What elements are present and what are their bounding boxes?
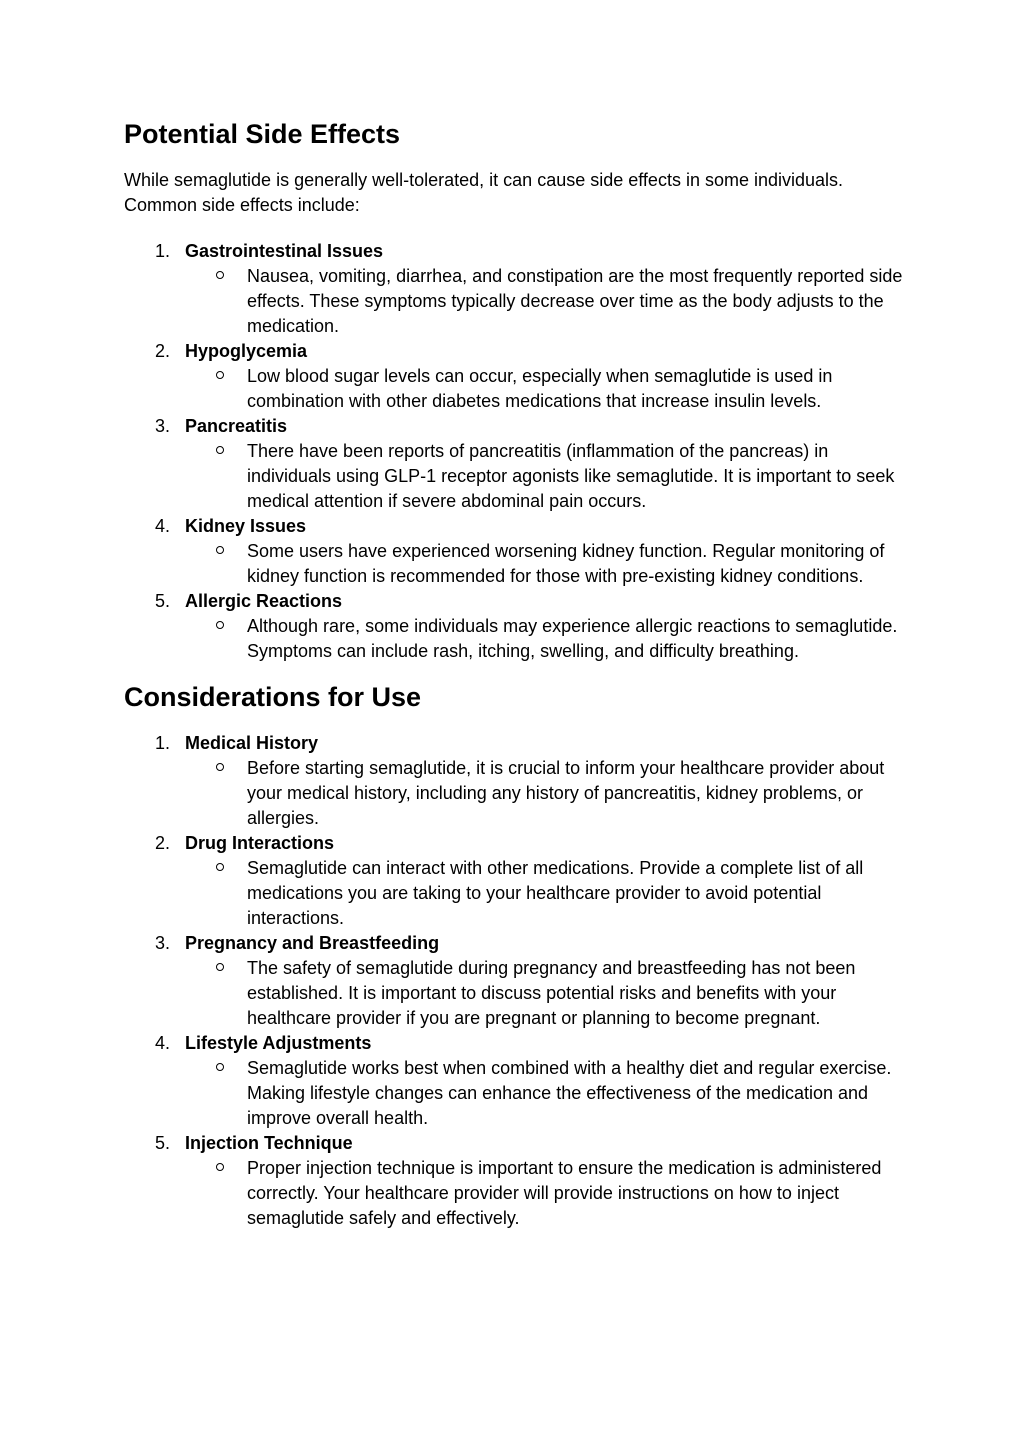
list-item [124,514,904,589]
side-effects-intro: While semaglutide is generally well-tolerated, it can cause side effects in some individuals. Common side effects include: [124,170,844,215]
item-number: 3. [155,933,171,953]
item-number: 5. [155,591,171,611]
list-item [124,931,904,1031]
item-detail: Semaglutide works best when combined with a healthy diet and regular exercise. Making lifestyle changes can enhance the effectiveness of the medication and improve overall health. [247,1058,892,1128]
hollow-bullet-icon [216,963,224,971]
item-title: Injection Technique [185,1133,353,1153]
item-number: 3. [155,416,171,436]
item-detail-row [124,539,904,589]
list-item [124,831,904,931]
hollow-bullet-icon [216,621,224,629]
item-title: Lifestyle Adjustments [185,1033,372,1053]
item-detail-row [124,1156,904,1231]
item-detail-row [124,956,904,1031]
item-number: 2. [155,833,171,853]
hollow-bullet-icon [216,271,224,279]
list-item [124,414,904,514]
item-detail: Some users have experienced worsening kidney function. Regular monitoring of kidney function is recommended for those with pre-existing kidney conditions. [247,541,885,586]
list-item [124,1131,904,1231]
item-detail: Proper injection technique is important to ensure the medication is administered correctly. Your healthcare provider will provide instructions on how to inject semaglutide safely and effectively. [247,1158,882,1228]
item-number: 1. [155,241,171,261]
item-detail: The safety of semaglutide during pregnancy and breastfeeding has not been established. It is important to discuss potential risks and benefits with your healthcare provider if you are pregnant or planning to become pregnant. [247,958,856,1028]
item-number: 4. [155,1033,171,1053]
list-item [124,589,904,664]
list-item [124,1031,904,1131]
hollow-bullet-icon [216,446,224,454]
list-item [124,339,904,414]
item-title: Gastrointestinal Issues [185,241,384,261]
item-detail: There have been reports of pancreatitis (inflammation of the pancreas) in individuals using GLP-1 receptor agonists like semaglutide. It is important to seek medical attention if severe abdominal pain occurs. [247,441,895,511]
item-title: Hypoglycemia [185,341,308,361]
hollow-bullet-icon [216,863,224,871]
item-title: Drug Interactions [185,833,335,853]
item-number: 1. [155,733,171,753]
considerations-heading: Considerations for Use [124,682,422,712]
considerations-list [124,731,904,1231]
item-title: Allergic Reactions [185,591,343,611]
item-detail-row [124,264,904,339]
item-title: Kidney Issues [185,516,307,536]
document-page [124,119,904,1231]
item-detail-row [124,364,904,414]
item-detail-row [124,439,904,514]
item-title: Pancreatitis [185,416,288,436]
item-detail: Nausea, vomiting, diarrhea, and constipation are the most frequently reported side effects. These symptoms typically decrease over time as the body adjusts to the medication. [247,266,903,336]
item-detail-row [124,856,904,931]
item-detail: Low blood sugar levels can occur, especially when semaglutide is used in combination with other diabetes medications that increase insulin levels. [247,366,833,411]
item-detail: Semaglutide can interact with other medications. Provide a complete list of all medications you are taking to your healthcare provider to avoid potential interactions. [247,858,864,928]
side-effects-list [124,239,904,664]
item-number: 4. [155,516,171,536]
item-number: 2. [155,341,171,361]
hollow-bullet-icon [216,546,224,554]
hollow-bullet-icon [216,371,224,379]
item-number: 5. [155,1133,171,1153]
item-title: Medical History [185,733,319,753]
item-detail-row [124,1056,904,1131]
hollow-bullet-icon [216,1163,224,1171]
item-detail: Although rare, some individuals may experience allergic reactions to semaglutide. Symptoms can include rash, itching, swelling, and difficulty breathing. [247,616,898,661]
item-detail: Before starting semaglutide, it is crucial to inform your healthcare provider about your medical history, including any history of pancreatitis, kidney problems, or allergies. [247,758,885,828]
item-detail-row [124,614,904,664]
side-effects-heading: Potential Side Effects [124,119,401,149]
item-detail-row [124,756,904,831]
hollow-bullet-icon [216,1063,224,1071]
list-item [124,239,904,339]
list-item [124,731,904,831]
item-title: Pregnancy and Breastfeeding [185,933,440,953]
hollow-bullet-icon [216,763,224,771]
